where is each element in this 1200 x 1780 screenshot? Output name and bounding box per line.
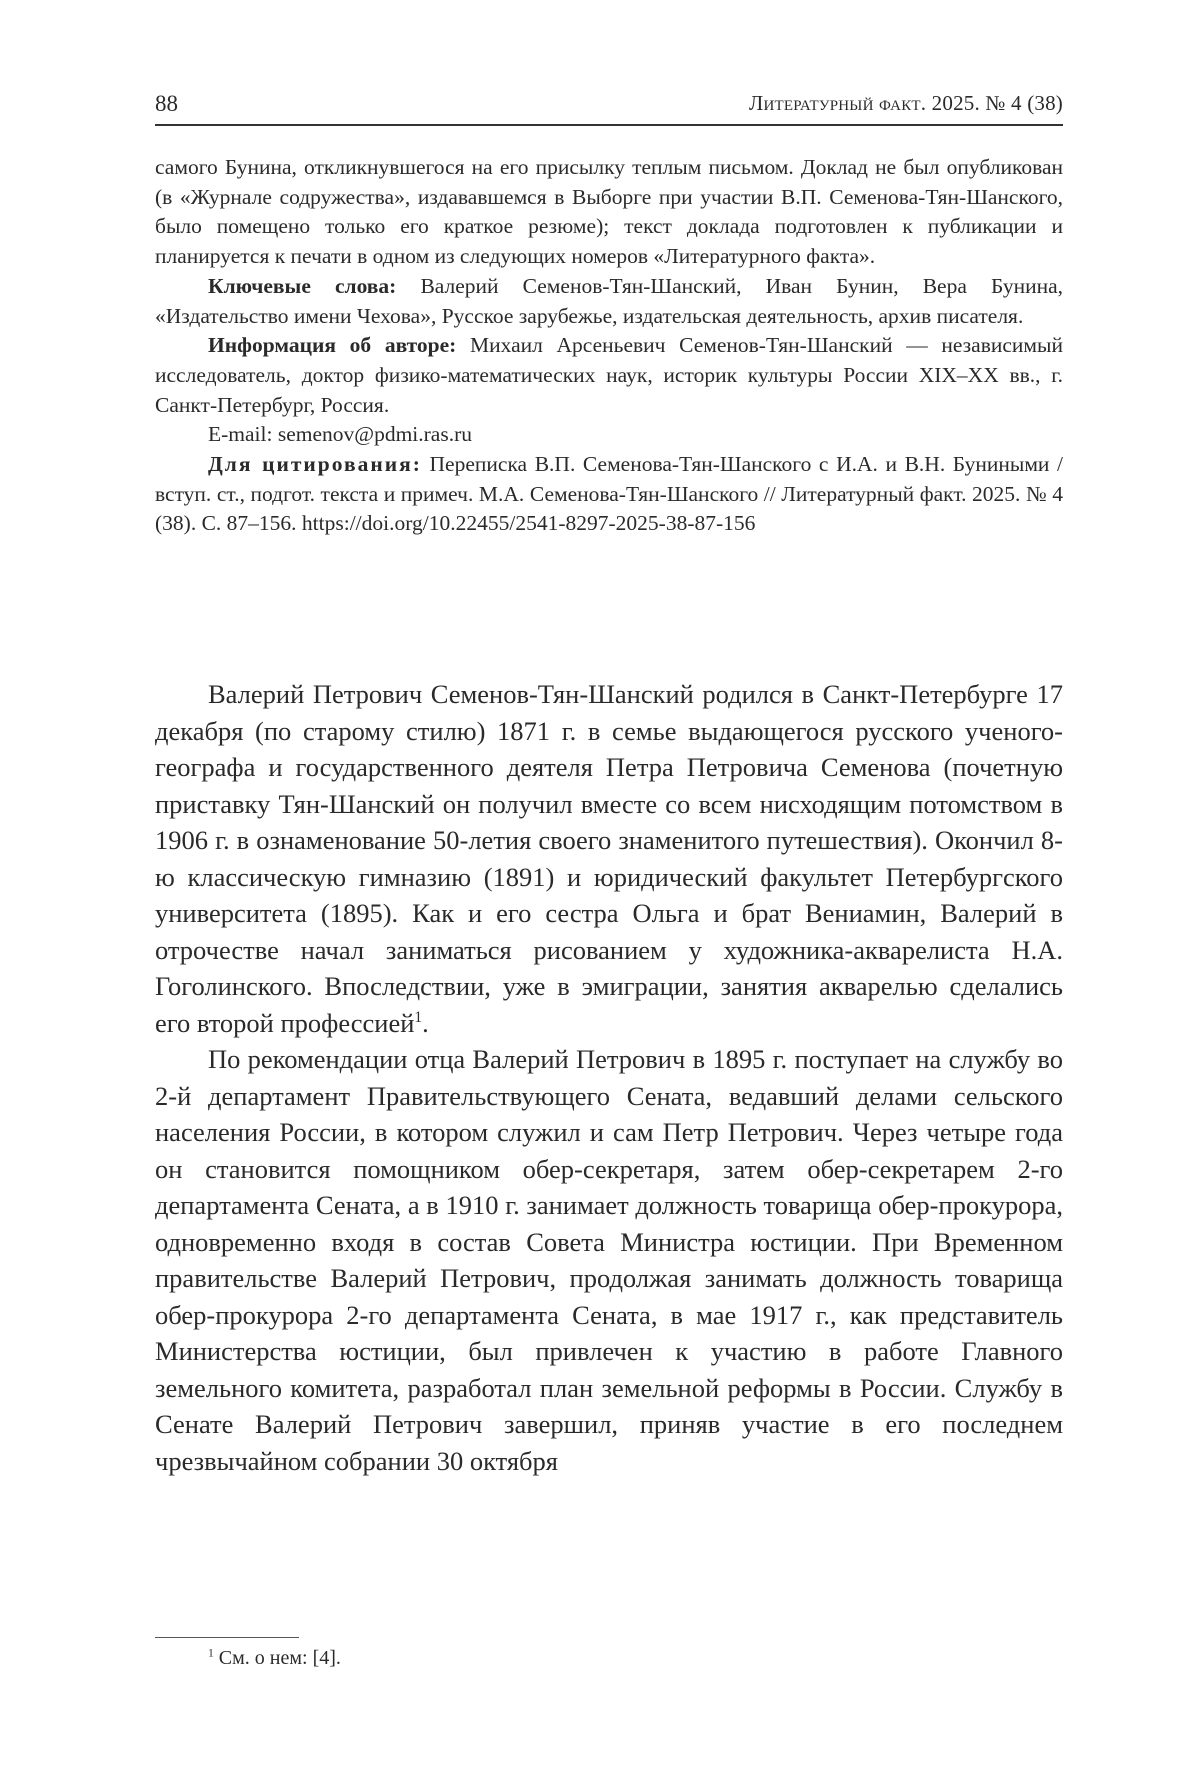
abstract-summary-tail: самого Бунина, откликнувшегося на его присылку теплым письмом. Доклад не был опубликован (в «Журнале содружества», издававшемся в Выборге при участии В.П. Семенова-Тян-Шанского, было помещено только его краткое резюме); текст доклада подготовлен к публикации и планируется к печати в одном из следующих номеров «Литературного факта». bbox=[155, 155, 1063, 269]
article-body bbox=[155, 676, 1063, 1479]
running-head bbox=[155, 88, 1063, 126]
footnote-text: См. о нем: [4]. bbox=[213, 1647, 341, 1669]
footnote-reference[interactable]: 1 bbox=[414, 1008, 423, 1026]
abstract-block bbox=[155, 153, 1063, 539]
author-info-text: Михаил Арсеньевич Семенов-Тян-Шанский — независимый исследователь, доктор физико-математических наук, историк культуры России XIX–XX вв., г. Санкт-Петербург, Россия. bbox=[155, 333, 1063, 417]
keywords-label: Ключевые слова: bbox=[208, 273, 397, 298]
footnote-number: 1 bbox=[208, 1646, 214, 1660]
author-info-label: Информация об авторе: bbox=[208, 333, 457, 358]
page-number: 88 bbox=[155, 91, 178, 116]
body-paragraph-2: По рекомендации отца Валерий Петрович в 1895 г. поступает на службу во 2-й департамент Правительствующего Сената, ведавший делами сельского населения России, в котором служил и сам Петр Петрович. Через четыре года он становится помощником обер-секретаря, затем обер-секретарем 2-го департамента Сената, а в 1910 г. занимает должность товарища обер-прокурора, одновременно входя в состав Совета Министра юстиции. При Временном правительстве Валерий Петрович, продолжая занимать должность товарища обер-прокурора 2-го департамента Сената, в мае 1917 г., как представитель Министерства юстиции, был привлечен к участию в работе Главного земельного комитета, разработал план земельной реформы в России. Службу в Сенате Валерий Петрович завершил, приняв участие в его последнем чрезвычайном собрании 30 октября bbox=[155, 1044, 1063, 1476]
citation-label: Для цитирования: bbox=[208, 452, 422, 477]
journal-title: Литературный факт. 2025. № 4 (38) bbox=[749, 91, 1063, 115]
body-paragraph-1-end: . bbox=[422, 1007, 429, 1038]
author-info-paragraph bbox=[155, 331, 1063, 420]
email-line: E-mail: semenov@pdmi.ras.ru bbox=[208, 422, 473, 447]
keywords-paragraph bbox=[155, 272, 1063, 331]
footnote-divider bbox=[155, 1637, 299, 1638]
citation-paragraph bbox=[155, 450, 1063, 539]
footnote bbox=[208, 1645, 341, 1671]
doi-link[interactable]: https://doi.org/10.22455/2541-8297-2025-38-87-156 bbox=[301, 511, 756, 536]
keywords-text: Валерий Семенов-Тян-Шанский, Иван Бунин, Вера Бунина, «Издательство имени Чехова», Русское зарубежье, издательская деятельность, архив писателя. bbox=[155, 273, 1063, 328]
body-paragraph-1 bbox=[155, 676, 1063, 1041]
body-paragraph-1-text: Валерий Петрович Семенов-Тян-Шанский родился в Санкт-Петербурге 17 декабря (по старому стилю) 1871 г. в семье выдающегося русского ученого-географа и государственного деятеля Петра Петровича Семенова (почетную приставку Тян-Шанский он получил вместе со всем нисходящим потомством в 1906 г. в ознаменование 50-летия своего знаменитого путешествия). Окончил 8-ю классическую гимназию (1891) и юридический факультет Петербургского университета (1895). Как и его сестра Ольга и брат Вениамин, Валерий в отрочестве начал заниматься рисованием у художника-акварелиста Н.А. Гоголинского. Впоследствии, уже в эмиграции, занятия акварелью сделались его второй профессией bbox=[155, 679, 1063, 1038]
citation-text: Переписка В.П. Семенова-Тян-Шанского с И.А. и В.Н. Буниными / вступ. ст., подгот. текста и примеч. М.А. Семенова-Тян-Шанского // Литературный факт. 2025. № 4 (38). С. 87–156. bbox=[155, 452, 1064, 536]
